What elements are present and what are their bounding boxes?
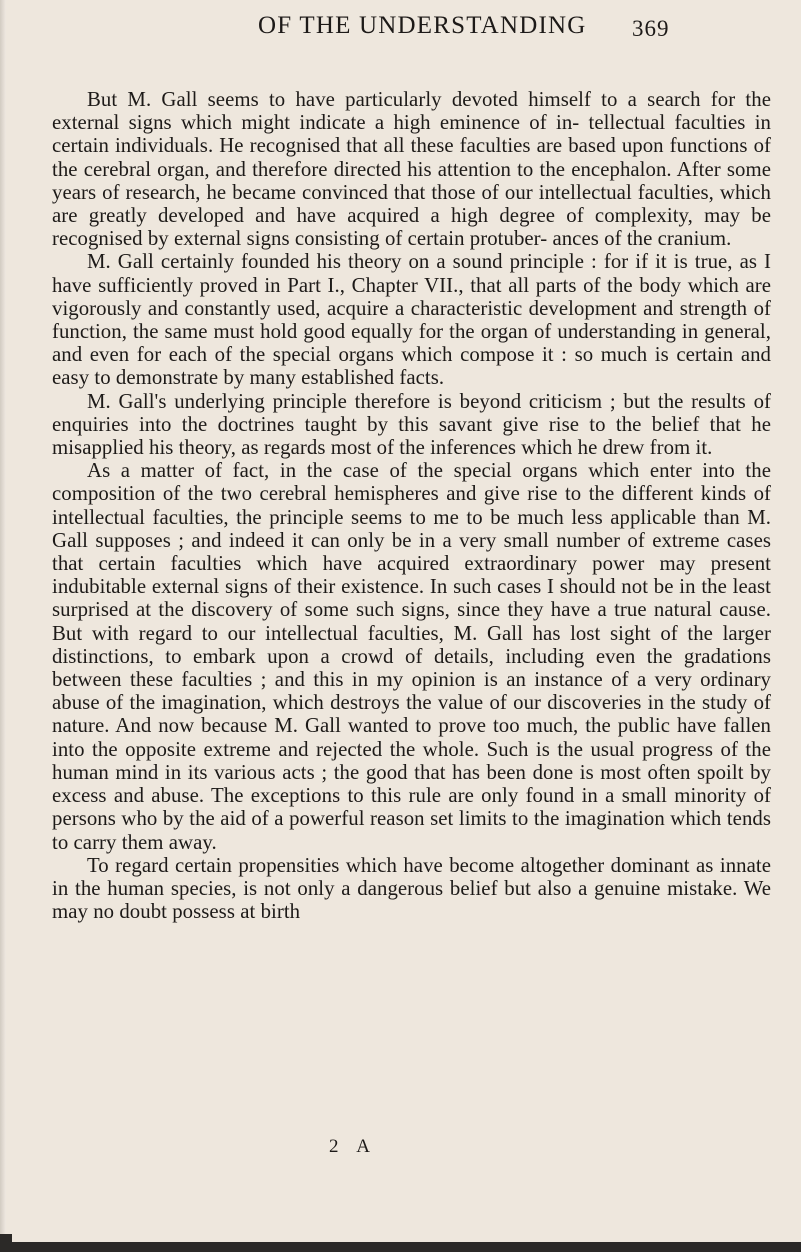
paragraph-3: M. Gall's underlying principle therefore is beyond criticism ; but the results of enquiries into the doctrines taught by this savant give rise to the belief that he misapplied his theory, as regards most of the inferences which he drew from it. bbox=[52, 389, 771, 460]
paragraph-4: As a matter of fact, in the case of the special organs which enter into the composition of the two cerebral hemispheres and give rise to the different kinds of intellectual faculties, the principle seems to me to be much less applicable than M. Gall supposes ; and indeed it can only be in a very small number of extreme cases that certain faculties which have acquired extraordinary power may present indubitable external signs of their existence. In such cases I should not be in the least surprised at the discovery of some such signs, since they have a true natural cause. But with regard to our intellectual faculties, M. Gall has lost sight of the larger distinctions, to embark upon a crowd of details, including even the gradations between these faculties ; and this in my opinion is an instance of a very ordinary abuse of the imagination, which destroys the value of our discoveries in the study of nature. And now because M. Gall wanted to prove too much, the public have fallen into the opposite extreme and rejected the whole. Such is the usual progress of the human mind in its various acts ; the good that has been done is most often spoilt by excess and abuse. The exceptions to this rule are only found in a small minority of persons who by the aid of a powerful reason set limits to the imagination which tends to carry them away. bbox=[52, 459, 771, 854]
running-head: OF THE UNDERSTANDING bbox=[258, 12, 587, 39]
page-bottom-edge bbox=[0, 1242, 801, 1252]
paragraph-1: But M. Gall seems to have particularly devoted himself to a search for the external signs which might indicate a high eminence of in- tellectual faculties in certain individuals. He recognised that all these faculties are based upon functions of the cerebral organ, and therefore directed his attention to the encephalon. After some years of research, he became convinced that those of our intellectual faculties, which are greatly developed and have acquired a high degree of complexity, may be recognised by external signs consisting of certain protuber- ances of the cranium. bbox=[52, 88, 771, 251]
page-header bbox=[0, 6, 801, 54]
page-number: 369 bbox=[632, 16, 670, 41]
body-text bbox=[52, 88, 771, 923]
signature-mark: 2 A bbox=[329, 1136, 377, 1157]
paragraph-5: To regard certain propensities which have become altogether dominant as innate in the human species, is not only a dangerous belief but also a genuine mistake. We may no doubt possess at birth bbox=[52, 853, 771, 924]
paragraph-2: M. Gall certainly founded his theory on a sound principle : for if it is true, as I have sufficiently proved in Part I., Chapter VII., that all parts of the body which are vigorously and constantly used, acquire a characteristic development and strength of function, the same must hold good equally for the organ of understanding in general, and even for each of the special organs which compose it : so much is certain and easy to demonstrate by many established facts. bbox=[52, 250, 771, 390]
page-edge-shadow bbox=[0, 0, 6, 1252]
